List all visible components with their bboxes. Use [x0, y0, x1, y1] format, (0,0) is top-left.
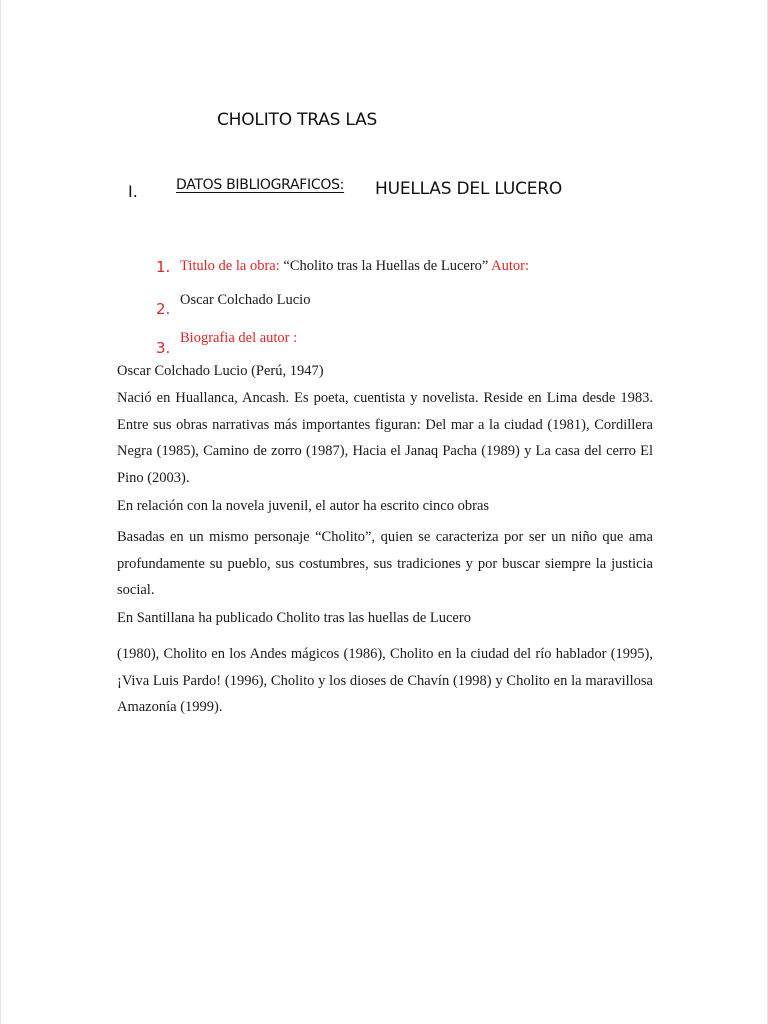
list-item-biography-label: Biografia del autor :: [180, 330, 298, 346]
document-title-line-1: CHOLITO TRAS LAS: [217, 110, 378, 130]
paragraph-character: Basadas en un mismo personaje “Cholito”, quien se caracteriza por ser un niño que ama profundamente su pueblo, sus costumbres, sus tradiciones y por buscar siempre la justicia social.: [117, 529, 653, 598]
section-number: I.: [128, 182, 138, 201]
paragraph-santillana: En Santillana ha publicado Cholito tras las huellas de Lucero: [117, 610, 471, 626]
item-label-author: Autor:: [491, 258, 530, 274]
list-number-1: 1.: [156, 258, 171, 276]
paragraph-biography: Nació en Huallanca, Ancash. Es poeta, cuentista y novelista. Reside en Lima desde 1983. Entre sus obras narrativas más importantes figuran: Del mar a la ciudad (1981), Cordillera Negra (1985), Camino de zorro (1987), Hacia el Janaq Pacha (1989) y La casa del cerro El Pino (2003).: [117, 390, 653, 486]
item-label-colon: :: [275, 258, 284, 274]
list-number-3: 3.: [156, 339, 171, 357]
item-label-title: Titulo de la obra: [180, 258, 276, 274]
paragraph-relation: En relación con la novela juvenil, el autor ha escrito cinco obras: [117, 498, 490, 514]
document-title-line-2: HUELLAS DEL LUCERO: [375, 179, 563, 199]
list-item-title-of-work: [180, 258, 529, 275]
list-number-2: 2.: [156, 300, 171, 318]
item-value-title: “Cholito tras la Huellas de Lucero”: [283, 258, 489, 274]
paragraph-works-list: (1980), Cholito en los Andes mágicos (1986), Cholito en la ciudad del río hablador (1995), ¡Viva Luis Pardo! (1996), Cholito y los dioses de Chavín (1998) y Cholito en la maravillosa Amazonía (1999).: [117, 646, 653, 715]
section-heading: DATOS BIBLIOGRAFICOS:: [176, 177, 345, 193]
list-item-author-name: Oscar Colchado Lucio: [180, 292, 311, 308]
paragraph-birth: Oscar Colchado Lucio (Perú, 1947): [117, 363, 324, 379]
